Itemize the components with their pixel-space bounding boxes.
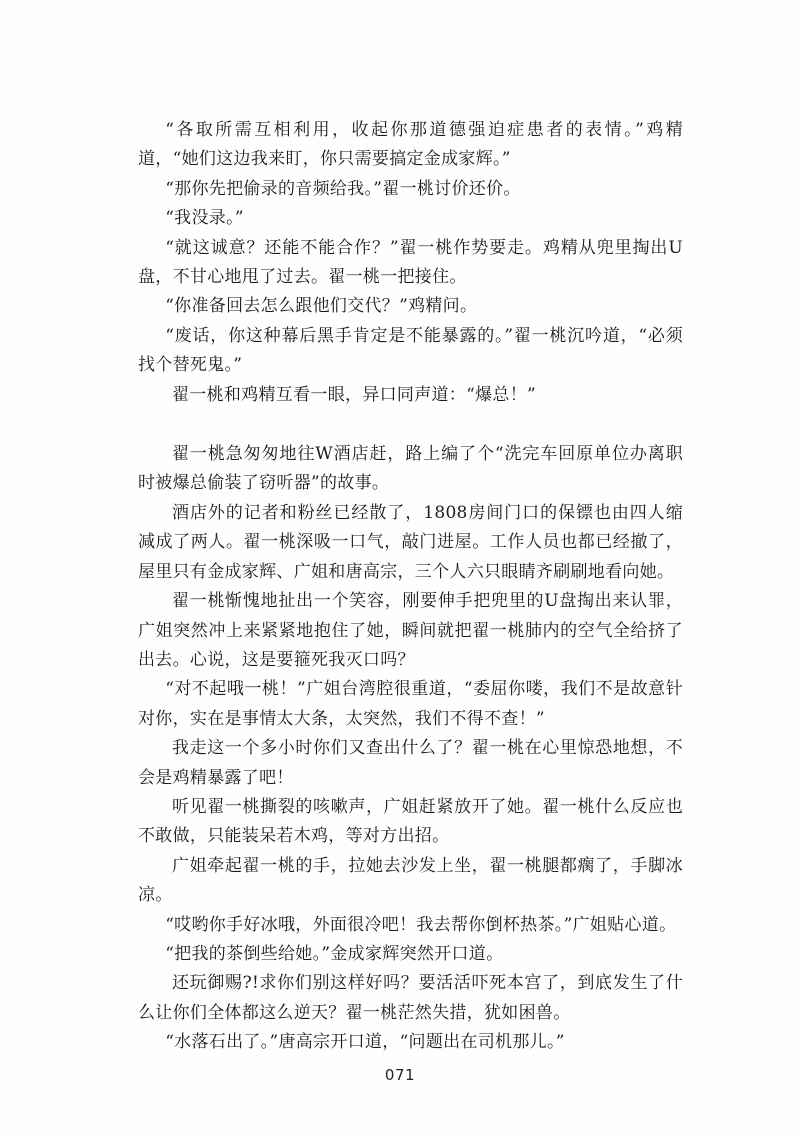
page-body-text	[138, 116, 683, 1058]
paragraph: 广姐牵起翟一桃的手，拉她去沙发上坐，翟一桃腿都瘸了，手脚冰凉。	[138, 855, 683, 906]
paragraph: “哎哟你手好冰哦，外面很冷吧！我去帮你倒杯热茶。”广姐贴心道。	[165, 914, 677, 935]
page-number: 071	[384, 1066, 416, 1084]
paragraph: 翟一桃惭愧地扯出一个笑容，刚要伸手把兜里的U盘掏出来认罪，广姐突然冲上来紧紧地抱住了她，瞬间就把翟一桃肺内的空气全给挤了出去。心说，这是要箍死我灭口吗？	[138, 591, 683, 670]
paragraph: “我没录。”	[165, 208, 244, 229]
paragraph: “废话，你这种幕后黑手肯定是不能暴露的。”翟一桃沉吟道，“必须找个替死鬼。”	[138, 325, 683, 376]
paragraph: 还玩御赐?!求你们别这样好吗？要活活吓死本宫了，到底发生了什么让你们全体都这么逆天？翟一桃茫然失措，犹如困兽。	[138, 973, 683, 1023]
paragraph: 听见翟一桃撕裂的咳嗽声，广姐赶紧放开了她。翟一桃什么反应也不敢做，只能装呆若木鸡，等对方出招。	[138, 796, 683, 847]
paragraph: “那你先把偷录的音频给我。”翟一桃讨价还价。	[165, 178, 521, 199]
paragraph: “你准备回去怎么跟他们交代？”鸡精问。	[165, 296, 478, 317]
paragraph: “水落石出了。”唐高宗开口道，“问题出在司机那儿。”	[165, 1032, 565, 1053]
paragraph: 我走这一个多小时你们又查出什么了？翟一桃在心里惊恐地想，不会是鸡精暴露了吧！	[138, 738, 683, 788]
paragraph: “各取所需互相利用，收起你那道德强迫症患者的表情。”鸡精道，“她们这边我来盯，你只需要搞定金成家辉。”	[138, 120, 683, 170]
paragraph: 酒店外的记者和粉丝已经散了，1808房间门口的保镖也由四人缩减成了两人。翟一桃深吸一口气，敲门进屋。工作人员也都已经撤了，屋里只有金成家辉、广姐和唐高宗，三个人六只眼睛齐刷刷地看向她。	[138, 502, 683, 582]
section-break	[138, 410, 683, 440]
paragraph: 翟一桃和鸡精互看一眼，异口同声道：“爆总！”	[172, 384, 536, 405]
paragraph: 翟一桃急匆匆地往W酒店赶，路上编了个“洗完车回原单位办离职时被爆总偷装了窃听器”的故事。	[138, 444, 683, 494]
paragraph: “把我的茶倒些给她。”金成家辉突然开口道。	[165, 943, 504, 964]
paragraph: “就这诚意？还能不能合作？”翟一桃作势要走。鸡精从兜里掏出U盘，不甘心地甩了过去。翟一桃一把接住。	[138, 237, 683, 288]
paragraph: “对不起哦一桃！”广姐台湾腔很重道，“委屈你喽，我们不是故意针对你，实在是事情太大条，太突然，我们不得不查！”	[138, 679, 683, 729]
